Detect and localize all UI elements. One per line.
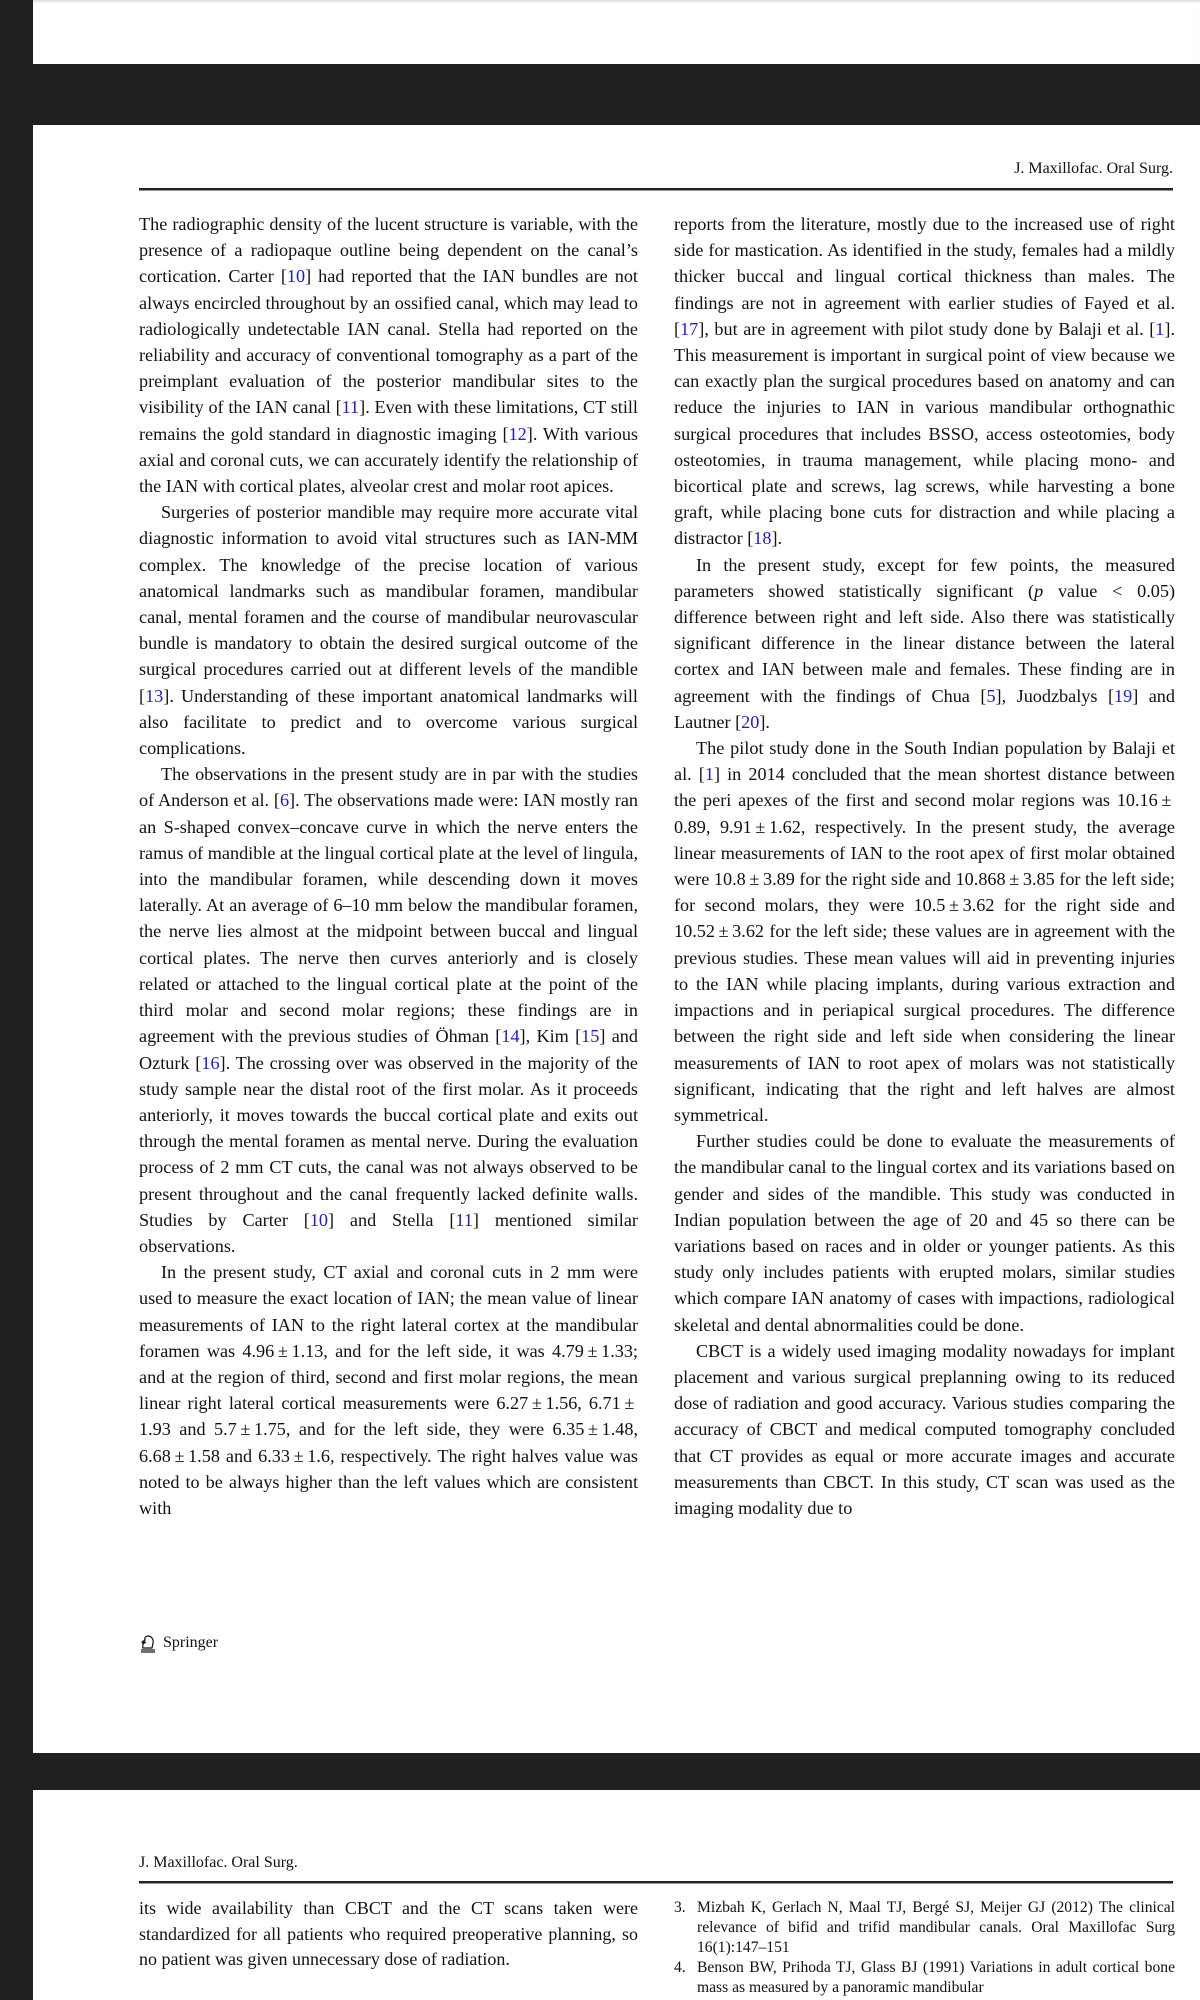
reference-item	[674, 1958, 1175, 1998]
paragraph: In the present study, except for few points, the measured parameters showed statistically significant (p value < 0.05) difference between right and left side. Also there was statistically significant difference in the linear distance between the lateral cortex and IAN between male and females. These finding are in agreement with the findings of Chua [5], Juodzbalys [19] and Lautner [20].	[674, 554, 1175, 732]
paragraph: its wide availability than CBCT and the CT scans taken were standardized for all patients who required preoperative planning, so no patient was given unnecessary dose of radiation.	[139, 1898, 638, 1970]
document-page	[33, 125, 1200, 1753]
paragraph: CBCT is a widely used imaging modality nowadays for implant placement and various surgical preplanning owing to its reduced dose of radiation and good accuracy. Various studies comparing the accuracy of CBCT and medical computed tomography concluded that CT provides as equal or more accurate images and accurate measurements than CBCT. In this study, CT scan was used as the imaging modality due to	[674, 1340, 1175, 1518]
running-head-next: J. Maxillofac. Oral Surg.	[139, 1854, 298, 1871]
previous-page-bottom	[33, 0, 1200, 64]
paragraph: The observations in the present study are in par with the studies of Anderson et al. [6]. The observations made were: IAN mostly ran an S-shaped convex–concave curve in which the nerve enters the ramus of mandible at the lingual cortical plate at the level of lingula, into the mandibular foramen, while descending down it moves laterally. At an average of 6–10 mm below the mandibular foramen, the nerve lies almost at the midpoint between buccal and lingual cortical plates. The nerve then curves anteriorly and is closely related or attached to the lingual cortical plate at the point of the third molar and second molar regions; these findings are in agreement with the previous studies of Öhman [14], Kim [15] and Ozturk [16]. The crossing over was observed in the majority of the study sample near the distal root of the first molar. As it proceeds anteriorly, it moves towards the buccal cortical plate and exits out through the mental foramen as mental nerve. During the evaluation process of 2 mm CT cuts, the canal was not always observed to be present throughout and the canal frequently lacked definite walls. Studies by Carter [10] and Stella [11] mentioned similar observations.	[139, 764, 638, 1256]
citation-link[interactable]: 12	[508, 423, 527, 444]
citation-link[interactable]: 5	[986, 685, 996, 706]
paragraph: The pilot study done in the South Indian population by Balaji et al. [1] in 2014 concluded that the mean shortest distance between the peri apexes of the first and second molar regions was 10.16 ± 0.89, 9.91 ± 1.62, respectively. In the present study, the average linear measurements of IAN to the root apex of first molar obtained were 10.8 ± 3.89 for the right side and 10.868 ± 3.85 for the left side; for second molars, they were 10.5 ± 3.62 for the right side and 10.52 ± 3.62 for the left side; these values are in agreement with the previous studies. These mean values will aid in preventing injuries to the IAN while placing implants, during various extraction and impactions and in periapical surgical procedures. The difference between the right side and left side when considering the linear measurements of IAN to root apex of molars was not statistically significant, indicating that the right and left halves are almost symmetrical.	[674, 738, 1175, 1125]
citation-link[interactable]: 10	[309, 1209, 329, 1230]
citation-link[interactable]: 6	[279, 790, 290, 811]
citation-link[interactable]: 14	[501, 1026, 520, 1047]
citation-link[interactable]: 13	[145, 685, 164, 706]
italic-text: p	[1034, 580, 1044, 601]
header-rule-next	[139, 1881, 1173, 1884]
reference-list	[674, 1898, 1175, 1998]
reference-text: Benson BW, Prihoda TJ, Glass BJ (1991) Variations in adult cortical bone mass as measured by a panoramic mandibular	[697, 1959, 1175, 1996]
next-page	[33, 1790, 1200, 2000]
citation-link[interactable]: 1	[704, 764, 714, 785]
right-column	[674, 211, 1175, 1521]
citation-link[interactable]: 15	[581, 1026, 600, 1047]
springer-knight-icon	[139, 1633, 157, 1653]
header-rule	[139, 188, 1173, 191]
citation-link[interactable]: 10	[286, 266, 306, 287]
citation-link[interactable]: 11	[455, 1209, 473, 1230]
paragraph: Further studies could be done to evaluate the measurements of the mandibular canal to the lingual cortex and its variations based on gender and sides of the mandible. This study was conducted in Indian population between the age of 20 and 45 so there can be variations based on races and in older or younger patients. As this study only includes patients with erupted molars, similar studies which compare IAN anatomy of cases with impactions, radiological skeletal and dental abnormalities could be done.	[674, 1131, 1175, 1335]
publisher-name: Springer	[163, 1634, 219, 1651]
publisher-logo	[139, 1633, 218, 1653]
citation-link[interactable]: 20	[741, 711, 760, 732]
citation-link[interactable]: 18	[753, 528, 772, 549]
citation-link[interactable]: 16	[201, 1052, 220, 1073]
paragraph: Surgeries of posterior mandible may require more accurate vital diagnostic information to avoid vital structures such as IAN-MM complex. The knowledge of the precise location of various anatomical landmarks such as mandibular foramen, mandibular canal, mental foramen and the course of mandibular neurovascular bundle is mandatory to obtain the desired surgical outcome of the surgical procedures carried out at different levels of the mandible [13]. Understanding of these important anatomical landmarks will also facilitate to predict and to overcome various surgical complications.	[139, 502, 638, 759]
paragraph: The radiographic density of the lucent structure is variable, with the presence of a radiopaque outline being dependent on the canal’s cortication. Carter [10] had reported that the IAN bundles are not always encircled throughout by an ossified canal, which may lead to radiologically undetectable IAN canal. Stella had reported on the reliability and accuracy of conventional tomography as a part of the preimplant evaluation of the posterior mandibular sites to the visibility of the IAN canal [11]. Even with these limitations, CT still remains the gold standard in diagnostic imaging [12]. With various axial and coronal cuts, we can accurately identify the relationship of the IAN with cortical plates, alveolar crest and molar root apices.	[139, 214, 638, 497]
next-left-column	[139, 1896, 638, 1973]
left-column	[139, 211, 638, 1521]
paragraph: reports from the literature, mostly due to the increased use of right side for mastication. As identified in the study, females had a mildly thicker buccal and lingual cortical thickness than males. The findings are not in agreement with earlier studies of Fayed et al. [17], but are in agreement with pilot study done by Balaji et al. [1]. This measurement is important in surgical point of view because we can exactly plan the surgical procedures based on anatomy and can reduce the injuries to IAN in various mandibular orthognathic surgical procedures that includes BSSO, access osteotomies, body osteotomies, in trauma management, while placing mono- and bicortical plate and screws, lag screws, while harvesting a bone graft, while placing bone cuts for distraction and while placing a distractor [18].	[674, 214, 1175, 549]
reference-item	[674, 1898, 1175, 1958]
reference-number: 3.	[674, 1899, 686, 1916]
reference-number: 4.	[674, 1959, 686, 1976]
running-head: J. Maxillofac. Oral Surg.	[1014, 160, 1173, 177]
citation-link[interactable]: 1	[1155, 318, 1165, 339]
citation-link[interactable]: 11	[341, 397, 360, 418]
reference-text: Mizbah K, Gerlach N, Maal TJ, Bergé SJ, Meijer GJ (2012) The clinical relevance of bifid and trifid mandibular canals. Oral Maxillofac Surg 16(1):147–151	[697, 1899, 1175, 1956]
paragraph: In the present study, CT axial and coronal cuts in 2 mm were used to measure the exact location of IAN; the mean value of linear measurements of IAN to the right lateral cortex at the mandibular foramen was 4.96 ± 1.13, and for the left side, it was 4.79 ± 1.33; and at the region of third, second and first molar regions, the mean linear right lateral cortical measurements were 6.27 ± 1.56, 6.71 ± 1.93 and 5.7 ± 1.75, and for the left side, they were 6.35 ± 1.48, 6.68 ± 1.58 and 6.33 ± 1.6, respectively. The right halves value was noted to be always higher than the left values which are consistent with	[139, 1262, 638, 1518]
citation-link[interactable]: 19	[1114, 685, 1133, 706]
citation-link[interactable]: 17	[680, 318, 699, 339]
